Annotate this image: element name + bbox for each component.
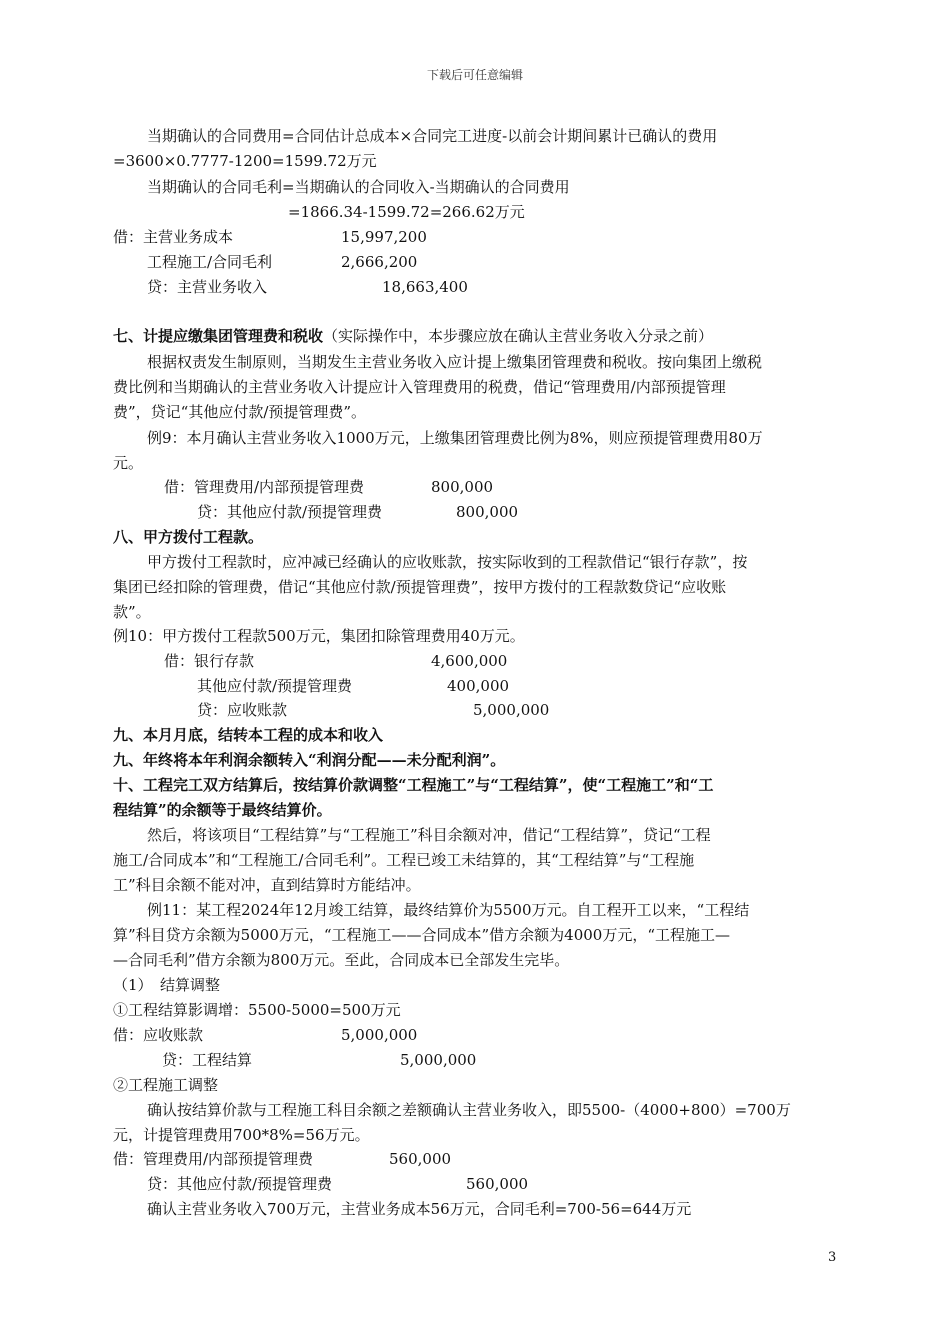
- entry-amount: 400,000: [447, 677, 510, 695]
- entry-amount: 5,000,000: [400, 1051, 477, 1069]
- heading-note: （实际操作中，本步骤应放在确认主营业务收入分录之前）: [323, 327, 714, 345]
- text-line: 甲方拨付工程款时，应冲减已经确认的应收账款，按实际收到的工程款借记“银行存款”，按: [147, 553, 748, 571]
- text-line: 根据权责发生制原则，当期发生主营业务收入应计提上缴集团管理费和税收。按向集团上缴税: [147, 353, 763, 371]
- page-number: 3: [828, 1250, 837, 1265]
- text-line: 元，计提管理费用700*8%=56万元。: [113, 1126, 370, 1144]
- entry-amount: 5,000,000: [341, 1026, 418, 1044]
- entry-label: 借：银行存款: [164, 652, 255, 670]
- entry-label: 贷：工程结算: [162, 1051, 253, 1069]
- journal-entry: [197, 502, 519, 522]
- section-heading: 十、工程完工双方结算后，按结算价款调整“工程施工”与“工程结算”，使“工程施工”和“工: [113, 776, 714, 794]
- text-line: 款”。: [113, 603, 151, 621]
- entry-amount: 18,663,400: [382, 278, 468, 296]
- text-line: 然后，将该项目“工程结算”与“工程施工”科目余额对冲，借记“工程结算”，贷记“工程: [147, 826, 711, 844]
- text-line: 元。: [113, 454, 144, 472]
- text-line: （1） 结算调整: [113, 976, 221, 994]
- journal-entry: [147, 252, 418, 272]
- journal-entry: [164, 477, 494, 497]
- heading-text: 七、计提应缴集团管理费和税收: [113, 327, 324, 345]
- entry-amount: 4,600,000: [431, 652, 508, 670]
- entry-label: 其他应付款/预提管理费: [197, 677, 353, 695]
- text-line: 例9：本月确认主营业务收入1000万元，上缴集团管理费比例为8%，则应预提管理费用80万: [147, 429, 763, 447]
- entry-amount: 560,000: [389, 1150, 452, 1168]
- entry-amount: 800,000: [431, 478, 494, 496]
- text-line: 集团已经扣除的管理费，借记“其他应付款/预提管理费”，按甲方拨付的工程款数贷记“应收账: [113, 578, 727, 596]
- entry-amount: 5,000,000: [473, 701, 550, 719]
- journal-entry: [147, 1174, 529, 1194]
- journal-entry: [147, 277, 468, 297]
- section-heading: 程结算”的余额等于最终结算价。: [113, 801, 332, 819]
- text-line: 确认主营业务收入700万元，主营业务成本56万元，合同毛利=700-56=644万元: [147, 1200, 692, 1218]
- journal-entry: [164, 651, 508, 671]
- text-line: 工”科目余额不能对冲，直到结算时方能结冲。: [113, 876, 421, 894]
- text-line: =1866.34-1599.72=266.62万元: [288, 203, 525, 221]
- section-heading: 九、本月月底，结转本工程的成本和收入: [113, 726, 384, 744]
- page-header: 下载后可任意编辑: [426, 68, 523, 82]
- text-line: 当期确认的合同毛利=当期确认的合同收入-当期确认的合同费用: [147, 178, 570, 196]
- journal-entry: [113, 1025, 418, 1045]
- journal-entry: [162, 1050, 477, 1070]
- section-heading: 八、甲方拨付工程款。: [113, 528, 264, 546]
- entry-label: 贷：主营业务收入: [147, 278, 268, 296]
- entry-label: 借：主营业务成本: [113, 228, 234, 246]
- entry-amount: 2,666,200: [341, 253, 418, 271]
- section-heading: 九、年终将本年利润余额转入“利润分配——未分配利润”。: [113, 751, 506, 769]
- entry-amount: 15,997,200: [341, 228, 427, 246]
- entry-amount: 560,000: [466, 1175, 529, 1193]
- entry-label: 借：应收账款: [113, 1026, 204, 1044]
- text-line: 费”，贷记“其他应付款/预提管理费”。: [113, 403, 367, 421]
- text-line: 例10：甲方拨付工程款500万元，集团扣除管理费用40万元。: [113, 627, 525, 645]
- entry-label: 借：管理费用/内部预提管理费: [113, 1150, 314, 1168]
- text-line: 算”科目贷方余额为5000万元，“工程施工——合同成本”借方余额为4000万元，“工程施工—: [113, 926, 731, 944]
- entry-label: 工程施工/合同毛利: [147, 253, 273, 271]
- text-line: ②工程施工调整: [113, 1076, 219, 1094]
- journal-entry: [113, 227, 427, 247]
- text-line: 当期确认的合同费用=合同估计总成本×合同完工进度-以前会计期间累计已确认的费用: [147, 127, 718, 145]
- text-line: 施工/合同成本”和“工程施工/合同毛利”。工程已竣工未结算的，其“工程结算”与“工程施: [113, 851, 695, 869]
- text-line: —合同毛利”借方余额为800万元。至此，合同成本已全部发生完毕。: [113, 951, 570, 969]
- text-line: ①工程结算影调增：5500-5000=500万元: [113, 1001, 401, 1019]
- journal-entry: [113, 1149, 452, 1169]
- section-heading: [113, 326, 713, 346]
- journal-entry: [197, 676, 510, 696]
- entry-label: 借：管理费用/内部预提管理费: [164, 478, 365, 496]
- text-line: 费比例和当期确认的主营业务收入计提应计入管理费用的税费，借记“管理费用/内部预提管理: [113, 378, 726, 396]
- text-line: 例11：某工程2024年12月竣工结算，最终结算价为5500万元。自工程开工以来，“工程结: [147, 901, 750, 919]
- entry-label: 贷：其他应付款/预提管理费: [147, 1175, 333, 1193]
- entry-amount: 800,000: [456, 503, 519, 521]
- text-line: 确认按结算价款与工程施工科目余额之差额确认主营业务收入，即5500-（4000+800）=700万: [147, 1101, 791, 1119]
- journal-entry: [197, 700, 550, 720]
- text-line: =3600×0.7777-1200=1599.72万元: [113, 152, 377, 170]
- entry-label: 贷：应收账款: [197, 701, 288, 719]
- entry-label: 贷：其他应付款/预提管理费: [197, 503, 383, 521]
